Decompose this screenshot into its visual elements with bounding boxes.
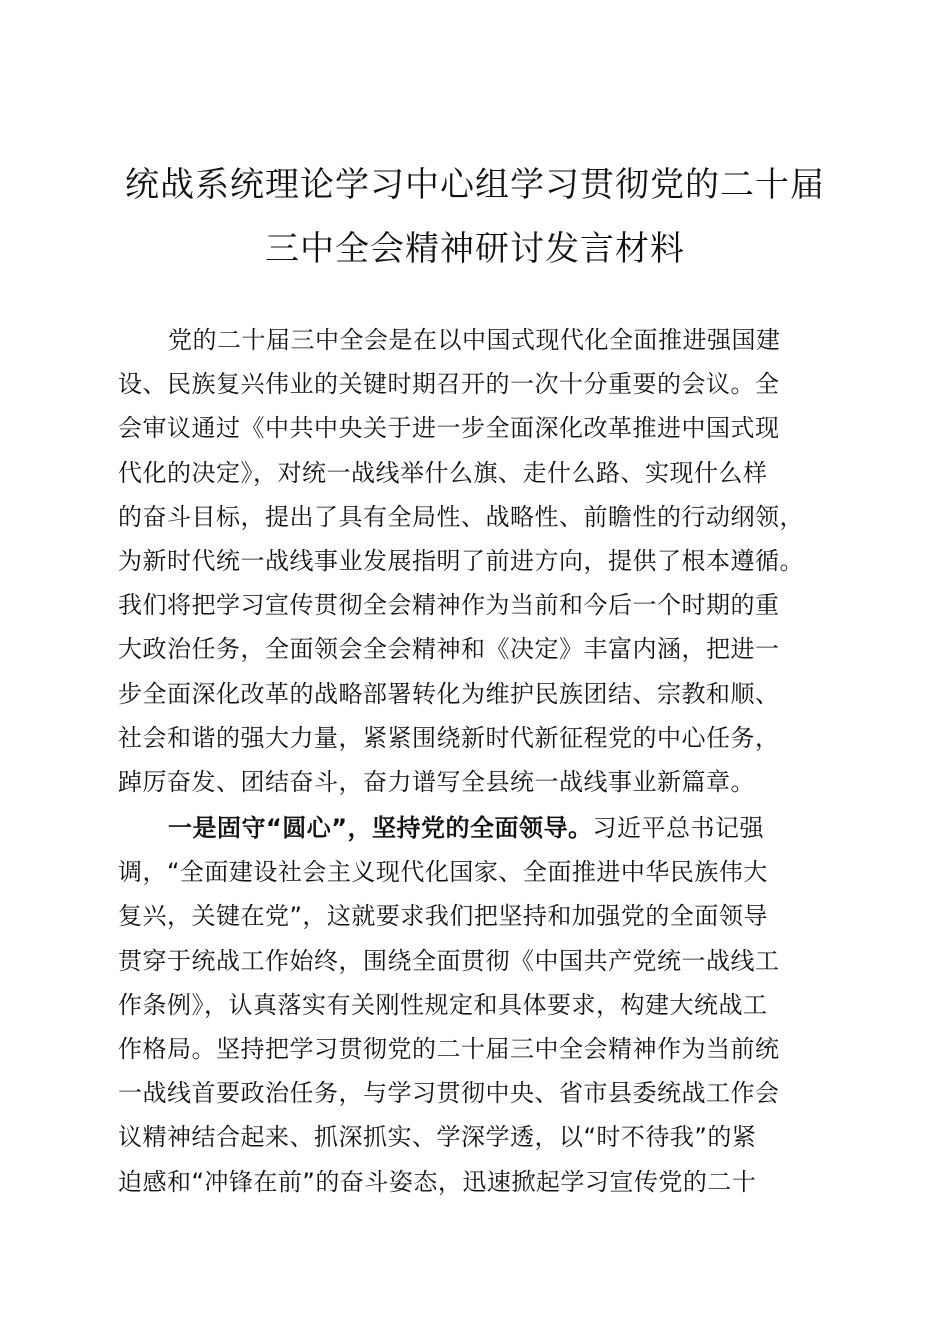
document-body (118, 318, 838, 1204)
paragraph-line: 贯穿于统战工作始终，围绕全面贯彻《中国共产党统一战线工 (118, 946, 780, 975)
paragraph-line: 一战线首要政治任务，与学习贯彻中央、省市县委统战工作会 (118, 1079, 780, 1108)
document-title-line-2: 三中全会精神研讨发言材料 (265, 229, 685, 269)
paragraph-line: 复兴，关键在党”，这就要求我们把坚持和加强党的全面领导 (118, 902, 768, 931)
paragraph-line: 的奋斗目标，提出了具有全局性、战略性、前瞻性的行动纲领， (118, 502, 804, 531)
paragraph-first-line (118, 806, 838, 850)
section-heading: 一是固守“圆心”，坚持党的全面领导。 (168, 814, 593, 843)
paragraph-line: 调，“全面建设社会主义现代化国家、全面推进中华民族伟大 (118, 858, 768, 887)
paragraph-1 (118, 318, 838, 804)
section-heading-continuation: 习近平总书记强 (592, 814, 765, 843)
paragraph-line: 作条例》，认真落实有关刚性规定和具体要求，构建大统战工 (118, 990, 768, 1019)
paragraph-2 (118, 806, 838, 1204)
paragraph-line: 为新时代统一战线事业发展指明了前进方向，提供了根本遵循。 (118, 546, 804, 575)
paragraph-line: 步全面深化改革的战略部署转化为维护民族团结、宗教和顺、 (118, 679, 780, 708)
paragraph-line: 代化的决定》，对统一战线举什么旗、走什么路、实现什么样 (118, 458, 768, 487)
paragraph-line: 迫感和“冲锋在前”的奋斗姿态，迅速掀起学习宣传党的二十 (118, 1167, 757, 1196)
paragraph-line: 社会和谐的强大力量，紧紧围绕新时代新征程党的中心任务， (118, 723, 780, 752)
paragraph-line: 作格局。坚持把学习贯彻党的二十届三中全会精神作为当前统 (118, 1035, 780, 1063)
paragraph-line: 党的二十届三中全会是在以中国式现代化全面推进强国建 (168, 326, 781, 354)
paragraph-line: 大政治任务，全面领会全会精神和《决定》丰富内涵，把进一 (118, 635, 780, 664)
paragraph-line: 议精神结合起来、抓深抓实、学深学透，以“时不待我”的紧 (118, 1123, 757, 1152)
document-title-line-1: 统战系统理论学习中心组学习贯彻党的二十届 (125, 165, 825, 205)
paragraph-line: 设、民族复兴伟业的关键时期召开的一次十分重要的会议。全 (118, 370, 780, 399)
paragraph-line: 我们将把学习宣传贯彻全会精神作为当前和今后一个时期的重 (118, 591, 780, 620)
paragraph-line: 会审议通过《中共中央关于进一步全面深化改革推进中国式现 (118, 414, 780, 443)
paragraph-line: 踔厉奋发、团结奋斗，奋力谱写全县统一战线事业新篇章。 (118, 767, 755, 796)
